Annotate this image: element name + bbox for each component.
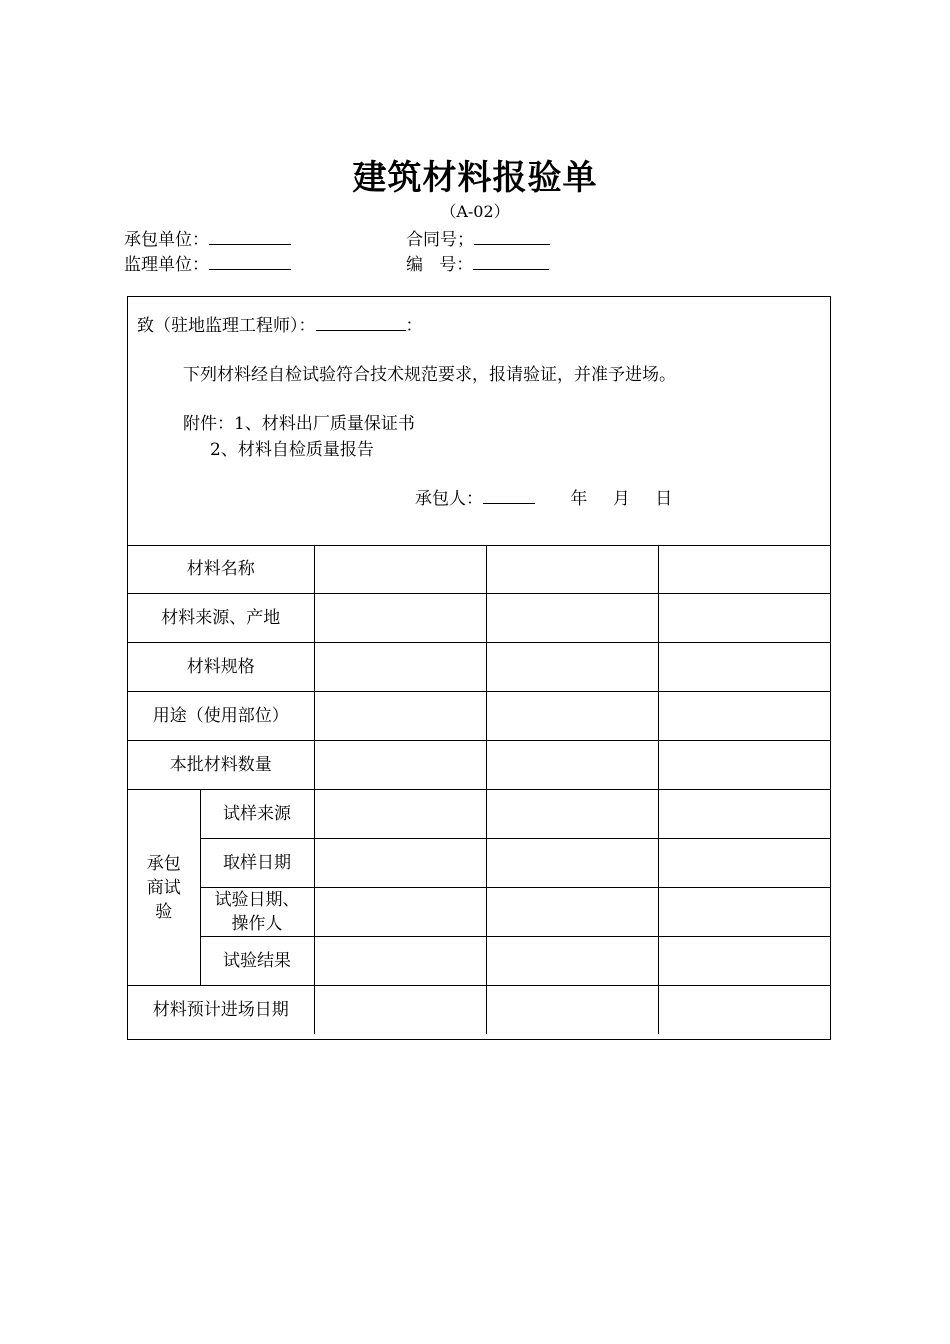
row-label: 材料规格 xyxy=(128,643,314,692)
table-cell[interactable] xyxy=(658,594,830,643)
row-label: 材料预计进场日期 xyxy=(128,986,314,1035)
table-row xyxy=(128,643,830,692)
row-label: 材料名称 xyxy=(128,545,314,594)
table-cell[interactable] xyxy=(486,790,658,839)
table-cell[interactable] xyxy=(486,545,658,594)
table-cell[interactable] xyxy=(486,986,658,1035)
contractor-field[interactable] xyxy=(209,230,291,245)
number-label: 编 号： xyxy=(406,255,474,275)
table-row xyxy=(128,545,830,594)
row-label: 本批材料数量 xyxy=(128,741,314,790)
contract-no-field[interactable] xyxy=(474,230,550,245)
table-cell[interactable] xyxy=(314,888,486,937)
number-line xyxy=(406,250,549,275)
table-cell[interactable] xyxy=(658,888,830,937)
engineer-field[interactable] xyxy=(316,316,406,331)
table-cell[interactable] xyxy=(486,888,658,937)
attachment-2: 2、材料自检质量报告 xyxy=(210,440,374,460)
table-cell[interactable] xyxy=(658,790,830,839)
table-row xyxy=(128,839,830,888)
table-row xyxy=(128,790,830,839)
number-field[interactable] xyxy=(473,255,549,270)
table-cell[interactable] xyxy=(658,643,830,692)
supervisor-field[interactable] xyxy=(209,255,291,270)
table-cell[interactable] xyxy=(314,986,486,1035)
table-cell[interactable] xyxy=(658,839,830,888)
row-label: 试验日期、 操作人 xyxy=(200,888,314,937)
row-label: 取样日期 xyxy=(200,839,314,888)
row-label: 试验结果 xyxy=(200,937,314,986)
table-row xyxy=(128,692,830,741)
table-cell[interactable] xyxy=(314,741,486,790)
signer-field[interactable] xyxy=(483,489,535,504)
letter-section xyxy=(128,297,830,546)
row-label: 试样来源 xyxy=(200,790,314,839)
table-cell[interactable] xyxy=(486,692,658,741)
addressee-line xyxy=(137,311,423,336)
table-cell[interactable] xyxy=(314,937,486,986)
table-row xyxy=(128,986,830,1035)
table-cell[interactable] xyxy=(658,986,830,1035)
table-cell[interactable] xyxy=(486,937,658,986)
table-cell[interactable] xyxy=(314,692,486,741)
contractor-label: 承包单位： xyxy=(124,230,209,250)
table-cell[interactable] xyxy=(314,643,486,692)
test-group-label: 承包 商试 验 xyxy=(128,790,200,986)
table-row xyxy=(128,594,830,643)
table-cell[interactable] xyxy=(486,839,658,888)
table-cell[interactable] xyxy=(314,545,486,594)
document-title: 建筑材料报验单 xyxy=(352,158,598,198)
table-cell[interactable] xyxy=(486,594,658,643)
day-label: 日 xyxy=(655,489,673,509)
month-label: 月 xyxy=(612,489,630,509)
row-label: 材料来源、产地 xyxy=(128,594,314,643)
table-row xyxy=(128,741,830,790)
letter-body: 下列材料经自检试验符合技术规范要求，报请验证，并准予进场。 xyxy=(183,365,676,385)
table-row xyxy=(128,888,830,937)
form-code: （A-02） xyxy=(440,202,510,221)
contract-no-line xyxy=(406,225,550,250)
year-label: 年 xyxy=(570,489,588,509)
signature-line xyxy=(415,484,672,509)
inspection-form xyxy=(127,296,831,1040)
table-cell[interactable] xyxy=(658,741,830,790)
supervisor-line xyxy=(124,250,291,275)
table-cell[interactable] xyxy=(314,790,486,839)
contractor-line xyxy=(124,225,291,250)
table-cell[interactable] xyxy=(658,937,830,986)
addressee-label: 致（驻地监理工程师）： xyxy=(137,316,316,336)
row-label: 用途（使用部位） xyxy=(128,692,314,741)
addressee-suffix: ： xyxy=(405,316,423,336)
materials-table xyxy=(128,545,830,1034)
table-cell[interactable] xyxy=(658,545,830,594)
table-cell[interactable] xyxy=(486,741,658,790)
table-row xyxy=(128,937,830,986)
table-cell[interactable] xyxy=(314,594,486,643)
table-cell[interactable] xyxy=(658,692,830,741)
contract-no-label: 合同号； xyxy=(406,230,474,250)
table-cell[interactable] xyxy=(486,643,658,692)
attachment-1: 附件：1、材料出厂质量保证书 xyxy=(183,414,415,434)
signer-label: 承包人： xyxy=(415,489,483,509)
table-cell[interactable] xyxy=(314,839,486,888)
supervisor-label: 监理单位： xyxy=(124,255,209,275)
